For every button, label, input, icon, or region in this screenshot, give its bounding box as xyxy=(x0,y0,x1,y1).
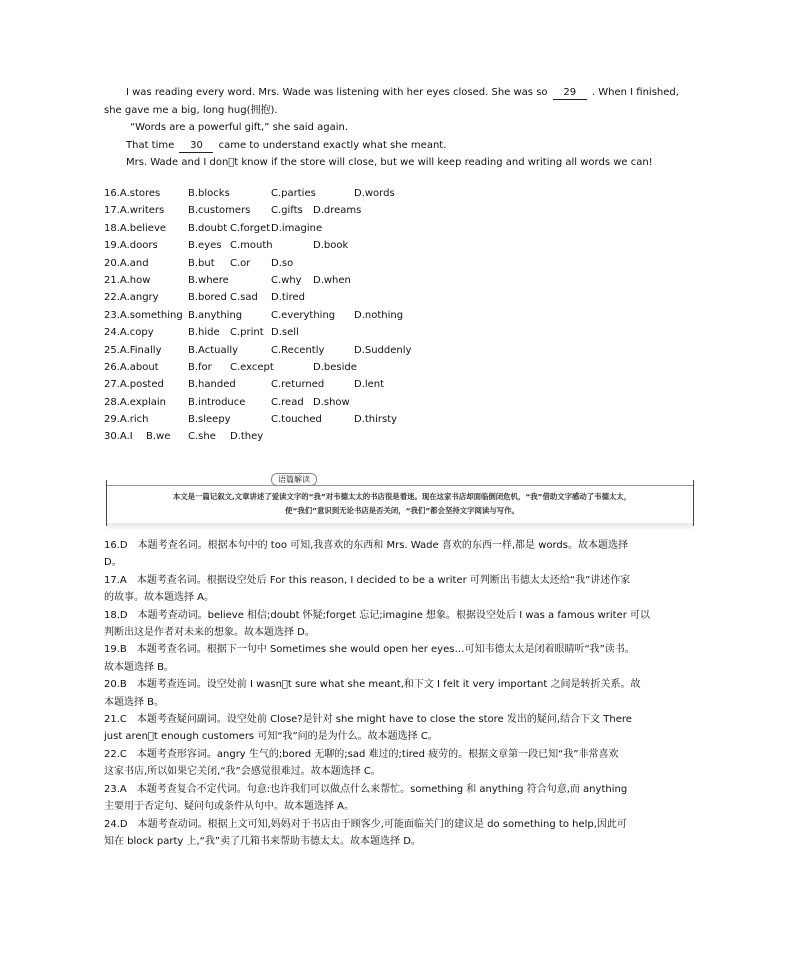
analysis-tag: 语篇解读 xyxy=(271,473,317,486)
option-choice: B.but xyxy=(188,257,215,269)
passage-line: Mrs. Wade and I don t know if the store will close, but we will keep reading and writing all words we can! xyxy=(126,157,653,168)
divider xyxy=(107,485,693,486)
option-choice: B.anything xyxy=(188,309,243,321)
option-choice: B.sleepy xyxy=(188,414,231,426)
blank-30: 30 xyxy=(179,140,213,153)
option-choice: C.mouth xyxy=(230,240,273,252)
option-choice: 18.A.believe xyxy=(104,222,167,234)
option-choice: B.where xyxy=(188,274,229,286)
answer-line: 判断出这是作者对未来的想象。故本题选择 D。 xyxy=(104,627,315,639)
option-choice: 17.A.writers xyxy=(104,205,165,217)
answer-line: 20.B 本题考查连词。设空处前 I wasn t sure what she meant,和下文 I felt it very important 之间是转折关系。故 xyxy=(104,679,641,691)
answer-line: 17.A 本题考查名词。根据设空处后 For this reason, I decided to be a writer 可判断出韦德太太还给“我”讲述作家 xyxy=(104,574,631,586)
answer-line: D。 xyxy=(104,557,122,569)
option-choice: B.for xyxy=(188,361,212,373)
option-choice: C.why xyxy=(271,274,302,286)
option-choice: 25.A.Finally xyxy=(104,344,162,356)
option-choice: D.dreams xyxy=(313,205,362,217)
option-choice: B.Actually xyxy=(188,344,239,356)
passage-line xyxy=(104,137,704,155)
analysis-text-line: 本文是一篇记叙文,文章讲述了爱读文字的“我”对韦德太太的书店很是着迷。现在这家书店却面临倒闭危机，“我”借助文字感动了韦德太太， xyxy=(172,492,632,501)
answer-line: 22.C 本题考查形容词。angry 生气的;bored 无聊的;sad 难过的;tired 疲劳的。根据文章第一段已知“我”非常喜欢 xyxy=(104,748,619,760)
option-choice: 19.A.doors xyxy=(104,240,158,252)
option-choice: C.sad xyxy=(230,292,258,304)
option-choice: 29.A.rich xyxy=(104,414,149,426)
passage-analysis-box xyxy=(106,475,694,526)
option-choice: C.everything xyxy=(271,309,336,321)
option-choice: 20.A.and xyxy=(104,257,149,269)
option-choice: C.except xyxy=(230,361,274,373)
analysis-text-line: 使“我们”意识到无论书店是否关闭，“我们”都会坚持文字阅读与写作。 xyxy=(285,506,519,515)
answer-line: 主要用于否定句、疑问句或条件从句中。故本题选择 A。 xyxy=(104,801,355,813)
passage-line: “Words are a powerful gift,” she said again. xyxy=(130,122,349,133)
option-choice: C.print xyxy=(230,327,264,339)
option-choice: 26.A.about xyxy=(104,361,159,373)
option-choice: D.sell xyxy=(271,327,299,339)
option-choice: 22.A.angry xyxy=(104,292,159,304)
answer-line: 本题选择 B。 xyxy=(104,696,165,708)
answer-line: 16.D 本题考查名词。根据本句中的 too 可知,我喜欢的东西和 Mrs. Wade 喜欢的东西一样,都是 words。故本题选择 xyxy=(104,540,628,551)
option-choice: B.eyes xyxy=(188,240,222,252)
option-choice: D.nothing xyxy=(354,309,404,321)
analysis-text xyxy=(119,490,685,518)
answer-line: 这家书店,所以如果它关闭,“我”会感觉很难过。故本题选择 C。 xyxy=(104,766,381,778)
answer-line: 19.B 本题考查名词。根据下一句中 Sometimes she would open her eyes…可知韦德太太是闭着眼睛听“我”读书。 xyxy=(104,644,635,656)
passage-line xyxy=(104,84,704,102)
option-choice: D.lent xyxy=(354,379,385,391)
option-choice: B.hide xyxy=(188,327,220,339)
option-choice: B.doubt xyxy=(188,222,228,234)
answer-line: 21.C 本题考查疑问副词。设空处前 Close?是针对 she might have to close the store 发出的疑问,结合下文 There xyxy=(104,714,632,726)
passage-text: . When I finished, xyxy=(591,87,679,98)
option-choice: C.Recently xyxy=(271,344,325,356)
option-choice: 21.A.how xyxy=(104,274,151,286)
option-choice: C.she xyxy=(188,431,216,443)
answer-line: 24.D 本题考查动词。根据上文可知,妈妈对于书店由于顾客少,可能面临关门的建议是 do something to help,因此可 xyxy=(104,818,627,830)
answer-line: 故本题选择 B。 xyxy=(104,661,175,673)
option-choice: D.they xyxy=(230,431,264,443)
option-choice: D.words xyxy=(354,188,395,199)
answer-line: 18.D 本题考查动词。believe 相信;doubt 怀疑;forget 忘记;imagine 想象。根据设空处后 I was a famous writer 可以 xyxy=(104,609,651,621)
option-choice: C.touched xyxy=(271,414,322,426)
passage-text: I was reading every word. Mrs. Wade was listening with her eyes closed. She was so xyxy=(126,87,548,98)
option-choice: B.we xyxy=(146,431,171,443)
answer-line: 23.A 本题考查复合不定代词。句意:也许我们可以做点什么来帮忙。something 和 anything 符合句意,而 anything xyxy=(104,783,628,795)
option-choice: 28.A.explain xyxy=(104,396,167,408)
option-choice: D.show xyxy=(313,396,350,408)
analysis-shadow xyxy=(107,523,693,529)
option-choice: C.returned xyxy=(271,379,325,391)
option-choice: C.read xyxy=(271,396,304,408)
option-choice: B.blocks xyxy=(188,188,230,199)
option-choice: D.imagine xyxy=(271,222,323,234)
option-choice: 24.A.copy xyxy=(104,327,154,339)
option-choice: C.parties xyxy=(271,188,316,199)
answer-line: just aren t enough customers 可知“我”问的是为什么。故本题选择 C。 xyxy=(104,731,438,743)
option-choice: D.when xyxy=(313,274,351,286)
answer-line: 知在 block party 上,“我”卖了几箱书来帮助韦德太太。故本题选择 D。 xyxy=(104,835,421,847)
option-choice: B.handed xyxy=(188,379,236,391)
answer-line: 的故事。故本题选择 A。 xyxy=(104,592,215,604)
answer-explanations xyxy=(104,537,704,850)
option-choice: D.thirsty xyxy=(354,414,398,426)
option-choice: B.customers xyxy=(188,205,251,217)
passage-line: she gave me a big, long hug(拥抱). xyxy=(104,104,278,116)
option-choice: 30.A.I xyxy=(104,431,133,443)
option-choice: D.tired xyxy=(271,292,305,304)
option-choice: 27.A.posted xyxy=(104,379,164,391)
option-choice: D.beside xyxy=(313,361,357,373)
option-choice: C.forget xyxy=(230,222,271,234)
option-choice: 16.A.stores xyxy=(104,188,161,199)
option-choice: C.gifts xyxy=(271,205,303,217)
option-choice: B.introduce xyxy=(188,396,246,408)
option-choice: D.so xyxy=(271,257,294,269)
option-choice: 23.A.something xyxy=(104,309,183,321)
option-choice: C.or xyxy=(230,257,251,269)
option-choice: D.Suddenly xyxy=(354,344,412,356)
passage-text: That time xyxy=(126,139,175,151)
option-choice: B.bored xyxy=(188,292,227,304)
option-choice: D.book xyxy=(313,240,349,252)
reading-passage xyxy=(104,84,704,172)
blank-29: 29 xyxy=(553,87,587,100)
passage-text: came to understand exactly what she meant. xyxy=(218,139,447,151)
